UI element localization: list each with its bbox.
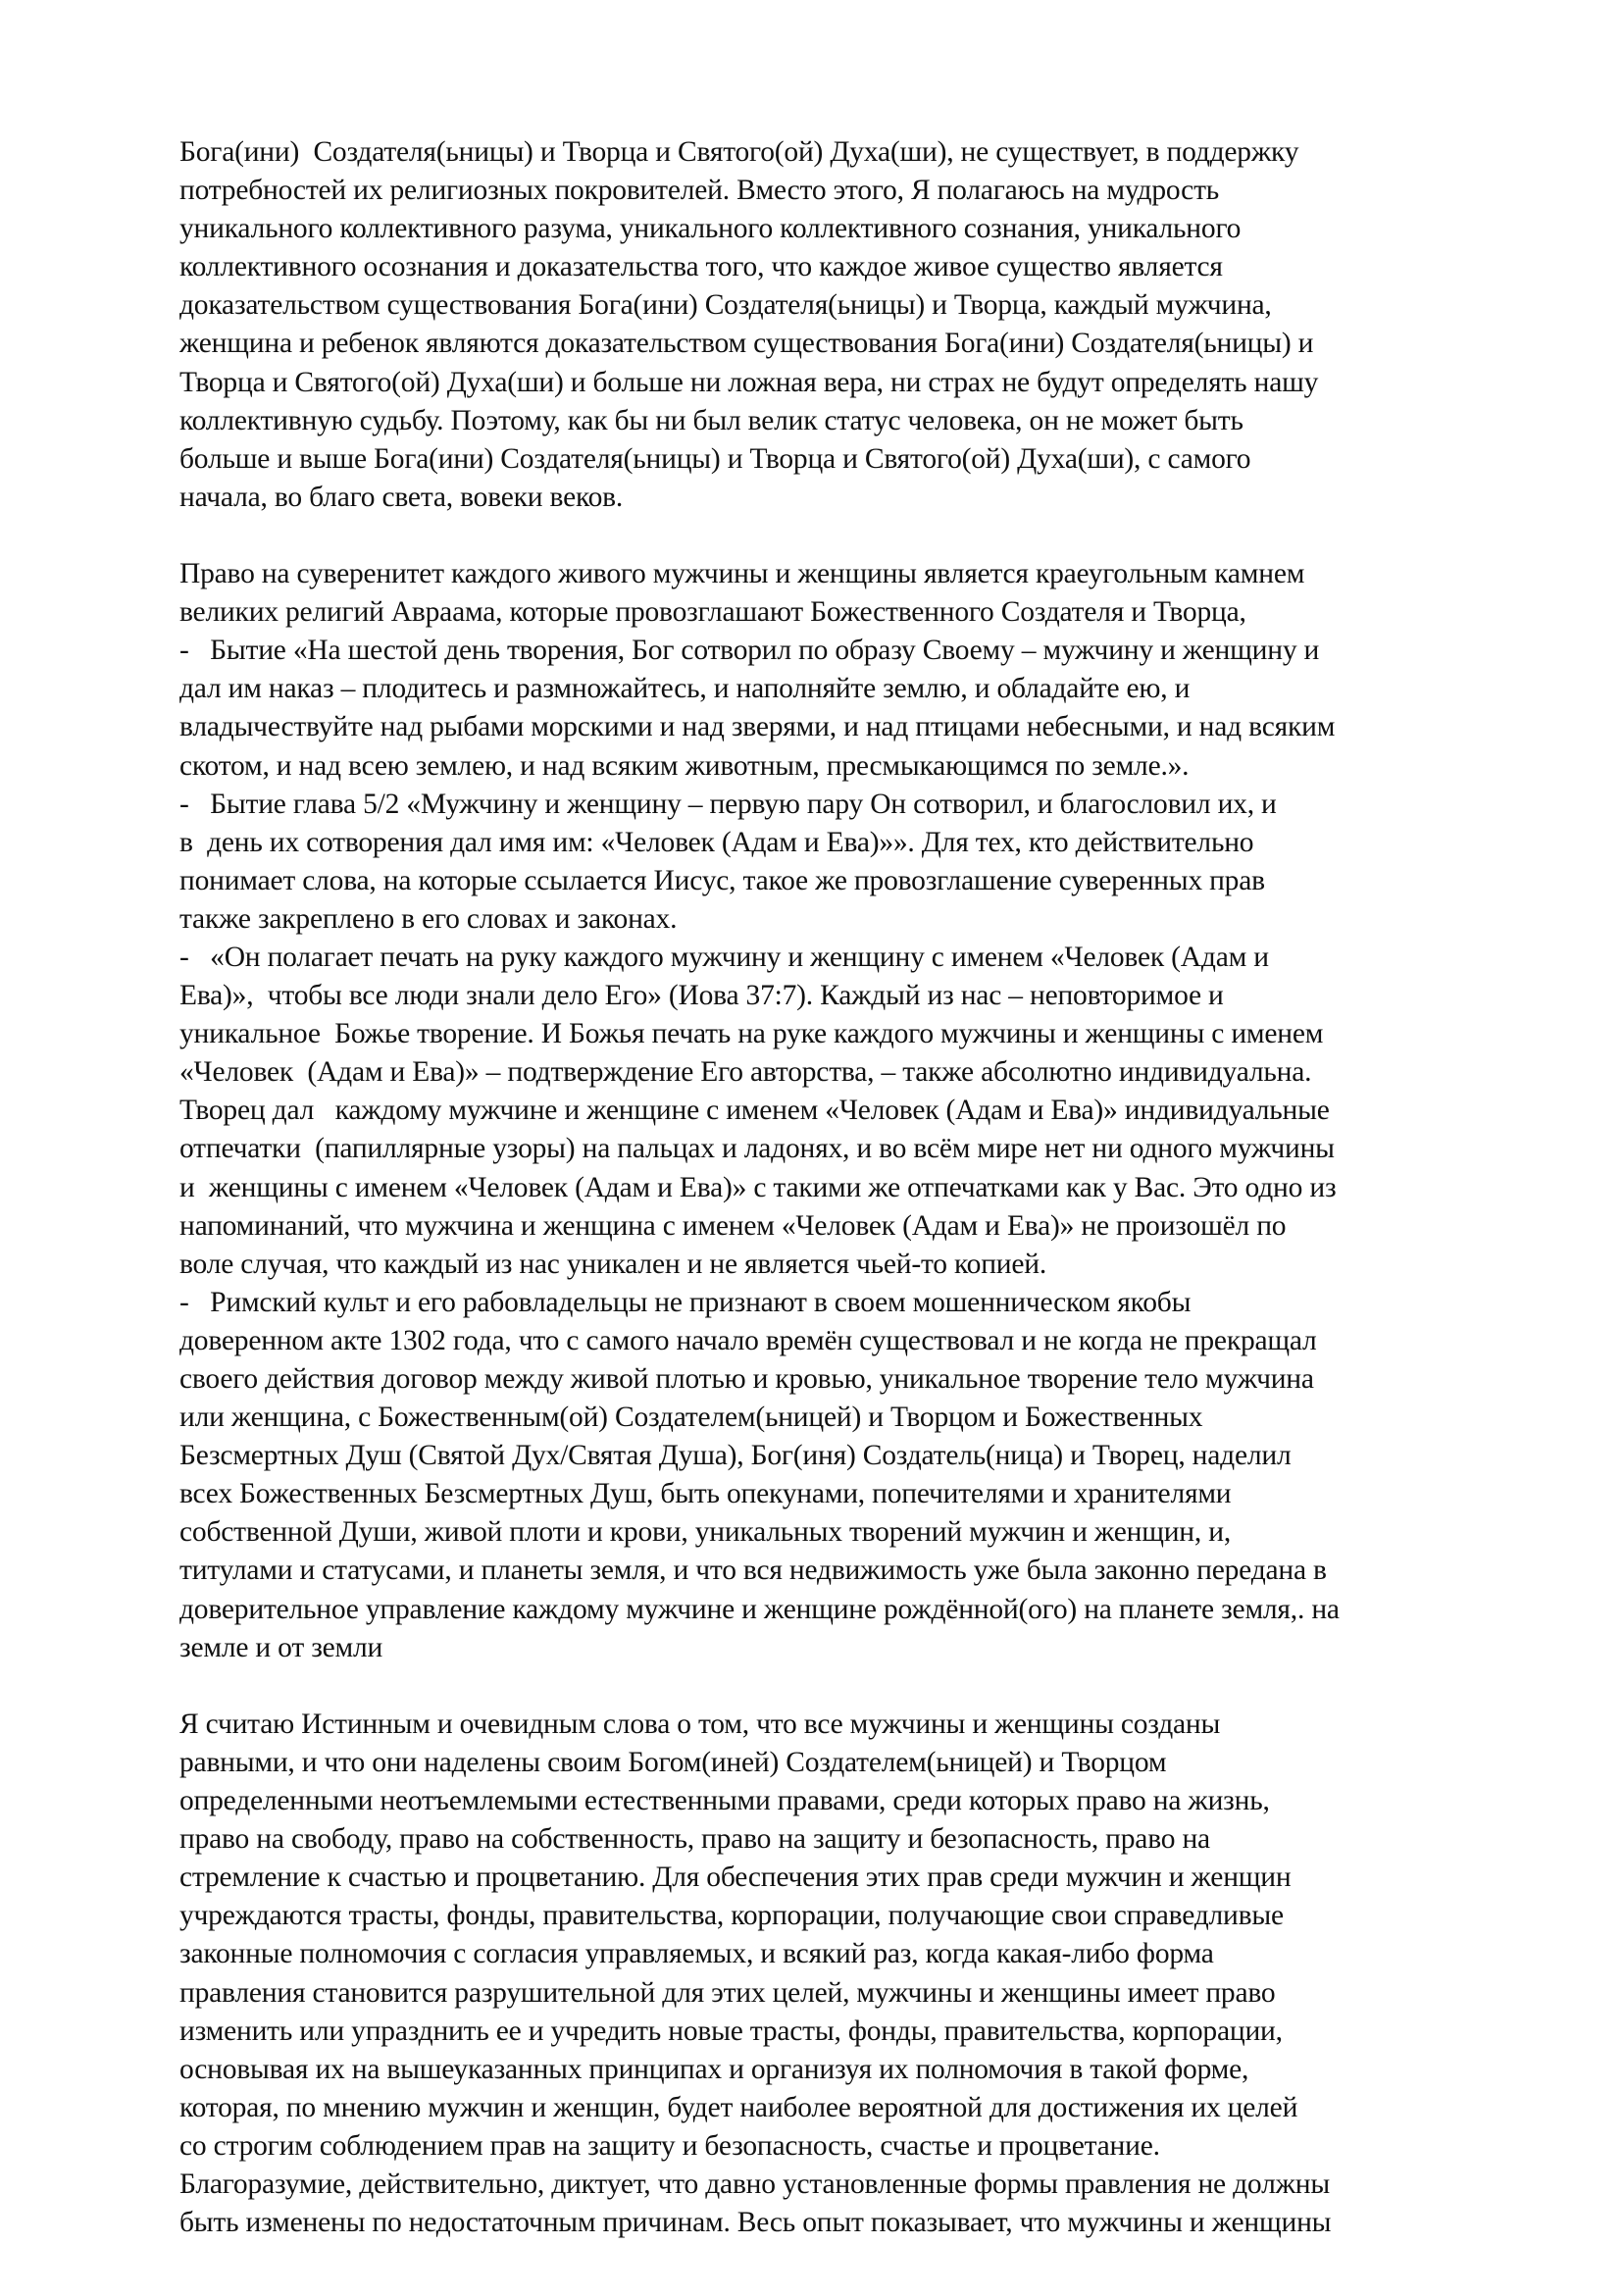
text-line: доверенном акте 1302 года, что с самого начало времён существовал и не когда не прекращал xyxy=(179,1324,1317,1356)
text-line: Безсмертных Душ (Святой Дух/Святая Душа), Бог(иня) Создатель(ница) и Творец, наделил xyxy=(179,1440,1292,1472)
text-line: в день их сотворения дал имя им: «Человек (Адам и Ева)»». Для тех, кто действительно xyxy=(179,826,1254,858)
paragraph-p1 xyxy=(179,133,1533,517)
paragraph-p3 xyxy=(179,1706,1533,2242)
text-line: законные полномочия с согласия управляемых, и всякий раз, когда какая-либо форма xyxy=(179,1938,1214,1970)
text-line: собственной Души, живой плоти и крови, уникальных творений мужчин и женщин, и, xyxy=(179,1516,1232,1549)
text-line: больше и выше Бога(ини) Создателя(ьницы) и Творца и Святого(ой) Духа(ши), с самого xyxy=(179,442,1251,475)
text-line: или женщина, с Божественным(ой) Создателем(ьницей) и Творцом и Божественных xyxy=(179,1402,1203,1434)
text-line: всех Божественных Безсмертных Душ, быть опекунами, попечителями и хранителями xyxy=(179,1478,1232,1510)
text-line: начала, во благо света, вовеки веков. xyxy=(179,481,624,513)
text-line: уникальное Божье творение. И Божья печать на руке каждого мужчины и женщины с именем xyxy=(179,1018,1324,1050)
text-line: доверительное управление каждому мужчине и женщине рождённой(ого) на планете земля,. на xyxy=(179,1593,1340,1625)
text-line: со строгим соблюдением прав на защиту и безопасность, счастье и процветание. xyxy=(179,2129,1160,2162)
text-line: воле случая, что каждый из нас уникален и не является чьей-то копией. xyxy=(179,1248,1047,1280)
text-line: Благоразумие, действительно, диктует, что давно установленные формы правления не должны xyxy=(179,2168,1331,2200)
text-line: изменить или упразднить ее и учредить новые трасты, фонды, правительства, корпорации, xyxy=(179,2015,1283,2047)
text-line: основывая их на вышеуказанных принципах и организуя их полномочия в такой форме, xyxy=(179,2053,1249,2085)
text-line: - Бытие «На шестой день творения, Бог сотворил по образу Своему – мужчину и женщину и xyxy=(179,635,1320,667)
text-line: отпечатки (папиллярные узоры) на пальцах и ладонях, и во всём мире нет ни одного мужчины xyxy=(179,1133,1335,1165)
text-line: равными, и что они наделены своим Богом(иней) Создателем(ьницей) и Творцом xyxy=(179,1746,1167,1778)
text-line: учреждаются трасты, фонды, правительства, корпорации, получающие свои справедливые xyxy=(179,1900,1284,1932)
text-line: и женщины с именем «Человек (Адам и Ева)» с такими же отпечатками как у Вас. Это одно из xyxy=(179,1171,1337,1203)
text-line: своего действия договор между живой плотью и кровью, уникальное творение тело мужчина xyxy=(179,1363,1314,1395)
text-line: стремление к счастью и процветанию. Для обеспечения этих прав среди мужчин и женщин xyxy=(179,1862,1292,1894)
text-line: - Бытие глава 5/2 «Мужчину и женщину – первую пару Он сотворил, и благословил их, и xyxy=(179,788,1277,820)
text-line: Право на суверенитет каждого живого мужчины и женщины является краеугольным камнем xyxy=(179,558,1305,590)
text-line: коллективную судьбу. Поэтому, как бы ни был велик статус человека, он не может быть xyxy=(179,404,1243,436)
text-line: Ева)», чтобы все люди знали дело Его» (Иова 37:7). Каждый из нас – неповторимое и xyxy=(179,980,1224,1012)
text-line: уникального коллективного разума, уникального коллективного сознания, уникального xyxy=(179,213,1242,245)
text-line: дал им наказ – плодитесь и размножайтесь, и наполняйте землю, и обладайте ею, и xyxy=(179,673,1191,705)
text-line: Творца и Святого(ой) Духа(ши) и больше ни ложная вера, ни страх не будут определять нашу xyxy=(179,366,1319,398)
document-body xyxy=(179,133,1533,2242)
text-line: Бога(ини) Создателя(ьницы) и Творца и Святого(ой) Духа(ши), не существует, в поддержку xyxy=(179,136,1299,168)
text-line: скотом, и над всею землею, и над всяким животным, пресмыкающимся по земле.». xyxy=(179,749,1190,782)
text-line: напоминаний, что мужчина и женщина с именем «Человек (Адам и Ева)» не произошёл по xyxy=(179,1209,1287,1242)
text-line: - Римский культ и его рабовладельцы не признают в своем мошенническом якобы xyxy=(179,1286,1192,1318)
text-line: «Человек (Адам и Ева)» – подтверждение Его авторства, – также абсолютно индивидуальна. xyxy=(179,1056,1312,1089)
text-line: земле и от земли xyxy=(179,1631,383,1663)
text-line: правления становится разрушительной для этих целей, мужчины и женщины имеет право xyxy=(179,1976,1276,2009)
text-line: определенными неотъемлемыми естественными правами, среди которых право на жизнь, xyxy=(179,1785,1270,1817)
text-line: также закреплено в его словах и законах. xyxy=(179,902,678,935)
text-line: которая, по мнению мужчин и женщин, будет наиболее вероятной для достижения их целей xyxy=(179,2091,1298,2123)
paragraph-spacer xyxy=(179,517,1533,555)
text-line: право на свободу, право на собственность, право на защиту и безопасность, право на xyxy=(179,1823,1210,1856)
text-line: понимает слова, на которые ссылается Иисус, такое же провозглашение суверенных прав xyxy=(179,864,1265,896)
text-line: коллективного осознания и доказательства того, что каждое живое существо является xyxy=(179,251,1223,283)
text-line: Я считаю Истинным и очевидным слова о том, что все мужчины и женщины созданы xyxy=(179,1708,1221,1740)
text-line: быть изменены по недостаточным причинам. Весь опыт показывает, что мужчины и женщины xyxy=(179,2207,1332,2239)
text-line: женщина и ребенок являются доказательством существования Бога(ини) Создателя(ьницы) и xyxy=(179,328,1314,360)
text-line: - «Он полагает печать на руку каждого мужчину и женщину с именем «Человек (Адам и xyxy=(179,941,1269,973)
text-line: титулами и статусами, и планеты земля, и что вся недвижимость уже была законно передана в xyxy=(179,1555,1327,1587)
text-line: Творец дал каждому мужчине и женщине с именем «Человек (Адам и Ева)» индивидуальные xyxy=(179,1095,1330,1127)
text-line: владычествуйте над рыбами морскими и над зверями, и над птицами небесными, и над всяким xyxy=(179,711,1336,743)
paragraph-spacer xyxy=(179,1667,1533,1706)
text-line: великих религий Авраама, которые провозглашают Божественного Создателя и Творца, xyxy=(179,596,1246,629)
text-line: потребностей их религиозных покровителей. Вместо этого, Я полагаюсь на мудрость xyxy=(179,175,1220,207)
text-line: доказательством существования Бога(ини) Создателя(ьницы) и Творца, каждый мужчина, xyxy=(179,289,1272,322)
paragraph-p2 xyxy=(179,555,1533,1667)
